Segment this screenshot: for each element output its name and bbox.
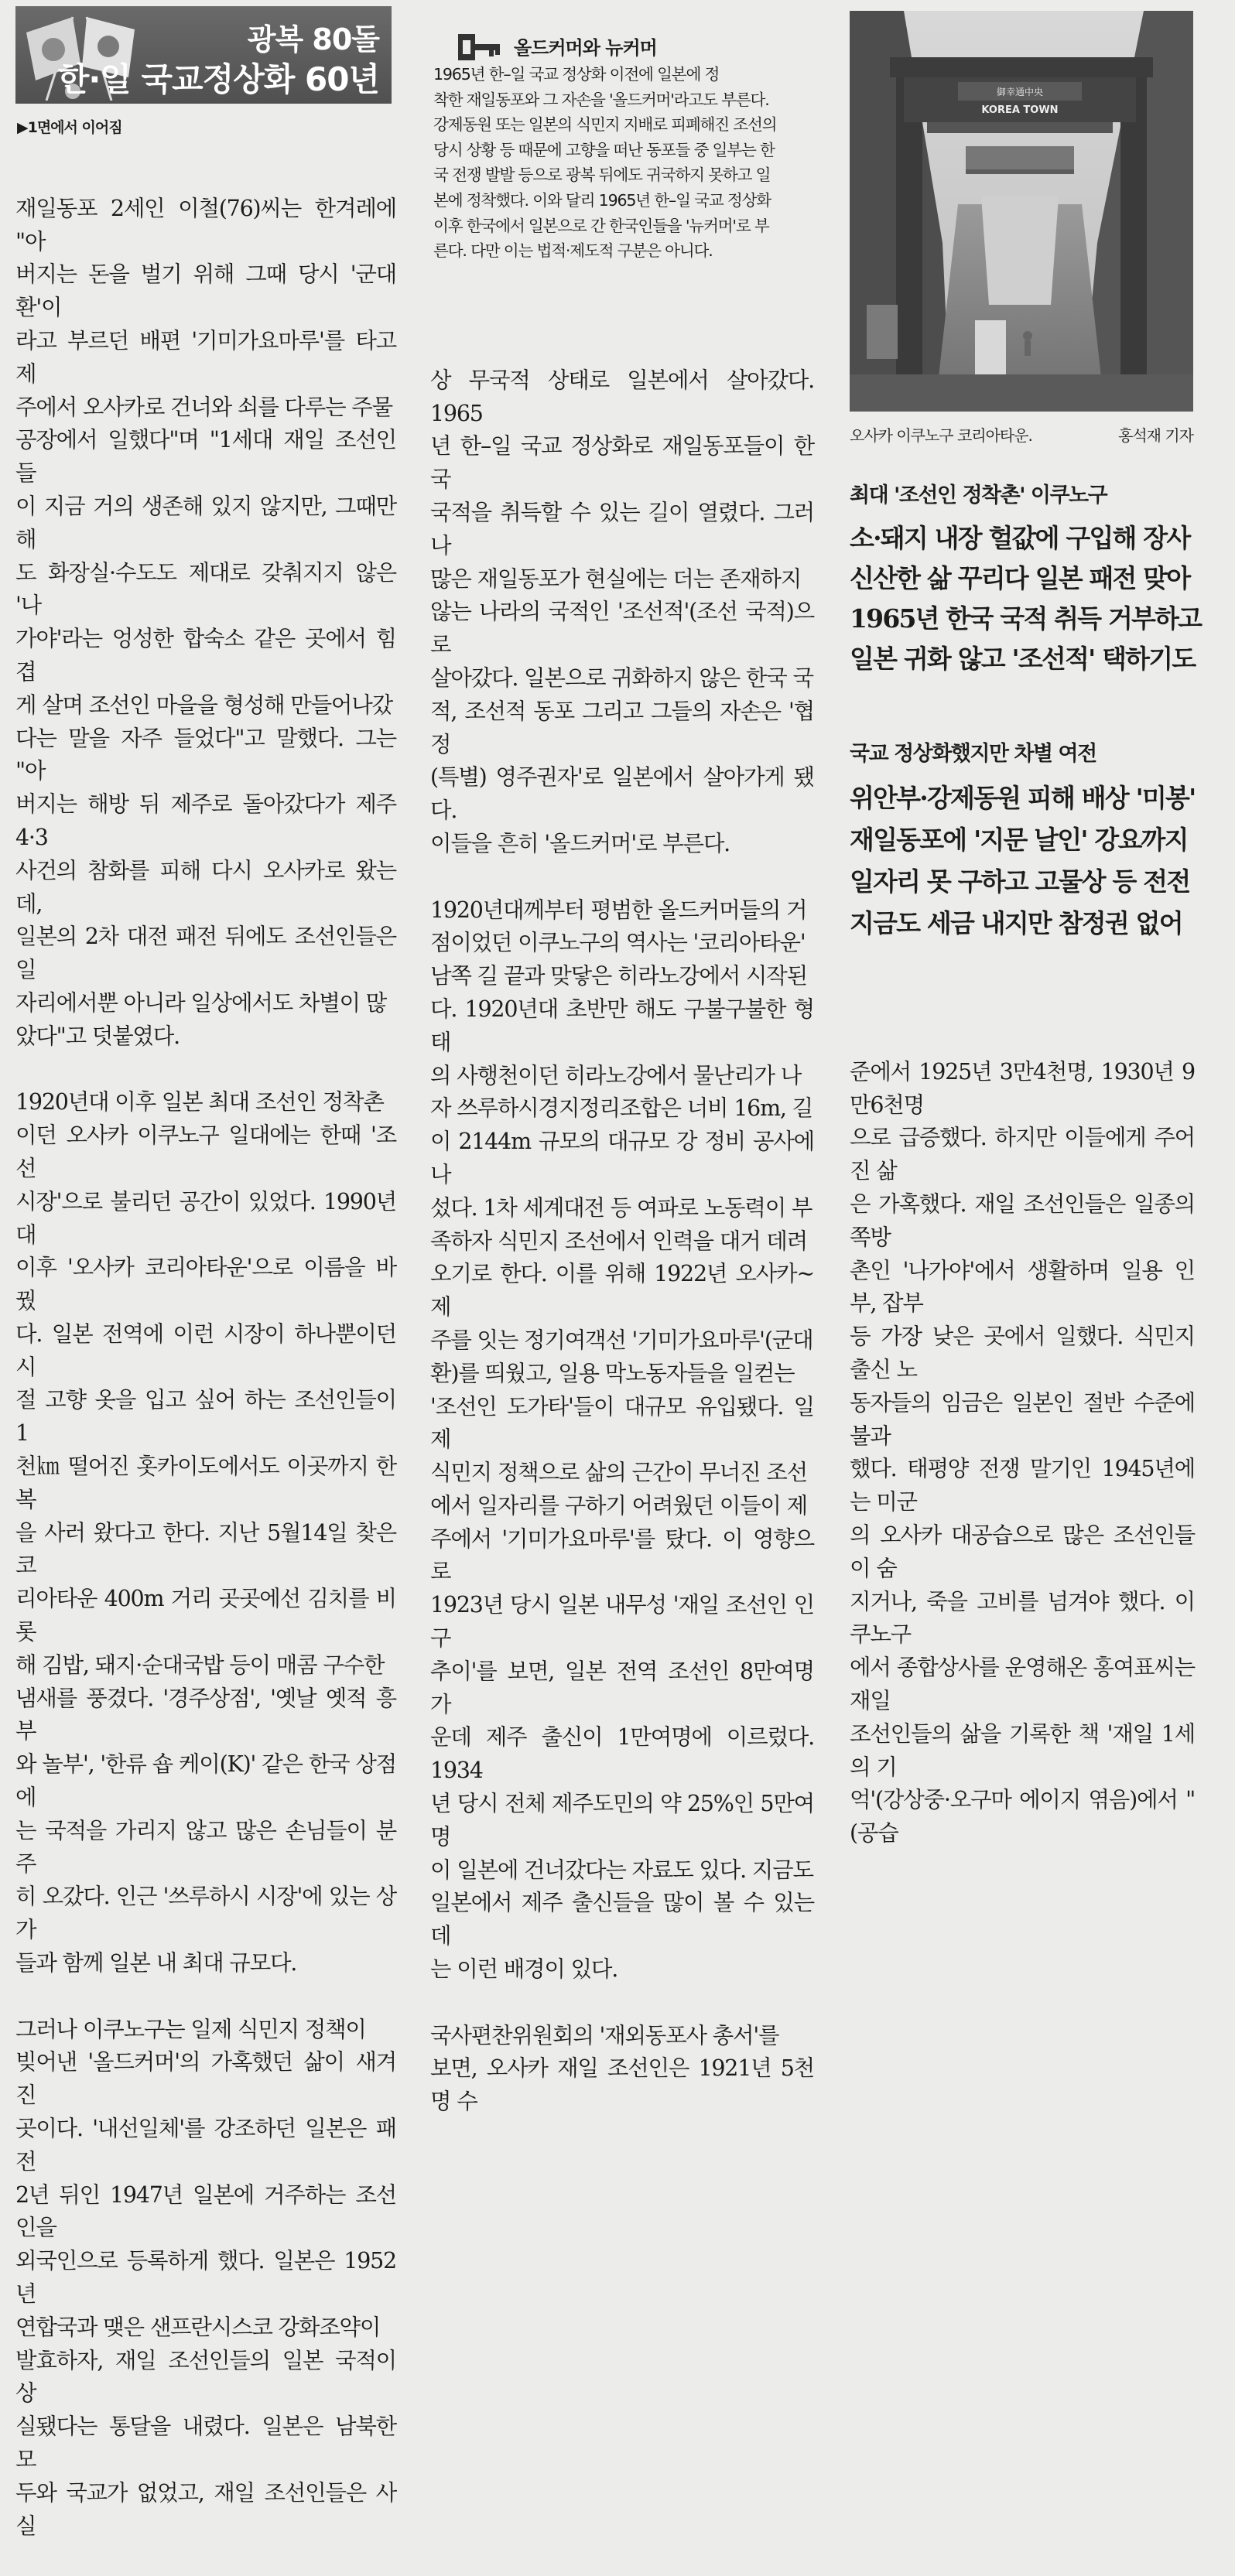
- subhead-1-line-4: 일본 귀화 않고 '조선적' 택하기도: [850, 644, 1196, 674]
- subhead-1-line-3: 1965년 한국 국적 취득 거부하고: [850, 603, 1202, 634]
- subhead-1-line-2: 신산한 삶 꾸리다 일본 패전 맞아: [850, 563, 1190, 593]
- col1-paragraph-2: 1920년대 이후 일본 최대 조선인 정착촌 이던 오사카 이쿠노구 일대에는 한때 '조선 시장'으로 불리던 공간이 있었다. 1990년대 이후 '오사카 코리아타운'으로 이름을 바꿨 다. 일본 전역에 이런 시장이 하나뿐이던 시 절 고향 옷을 입고 싶어 하는 조선인들이 1 천㎞ 떨어진 홋카이도에서도 이곳까지 한복 을 사러 왔다고 한다. 지난 5월14일 찾은 코 리아타운 400m 거리 곳곳에선 김치를 비롯 해 김밥, 돼지·순대국밥 등이 매콤 구수한 냄새를 풍겼다. '경주상점', '옛날 옛적 흥부 와 놀부', '한류 숍 케이(K)' 같은 한국 상점에 는 국적을 가리지 않고 많은 손님들이 분주 히 오갔다. 인근 '쓰루하시 시장'에 있는 상가 들과 함께 일본 내 최대 규모다.: [15, 1089, 396, 1976]
- banner-title-line1: 광복 80돌: [247, 22, 379, 56]
- gate-sign-text: KOREA TOWN: [981, 104, 1059, 116]
- photo-credit: 홍석재 기자: [1118, 426, 1193, 445]
- col1-paragraph-3: 그러나 이쿠노구는 일제 식민지 정책이 빚어낸 '올드커머'의 가혹했던 삶이 새겨진 곳이다. '내선일체'를 강조하던 일본은 패전 2년 뒤인 1947년 일본에 거주하는 조선인을 외국인으로 등록하게 했다. 일본은 1952년 연합국과 맺은 샌프란시스코 강화조약이 발효하자, 재일 조선인들의 일본 국적이 상 실됐다는 통달을 내렸다. 일본은 남북한 모 두와 국교가 없었고, 재일 조선인들은 사실: [15, 2016, 396, 2539]
- svg-text:御幸通中央: 御幸通中央: [996, 87, 1044, 97]
- banner-title-line2: 한·일 국교정상화 60년: [57, 60, 379, 98]
- koreatown-gate-image: [850, 11, 1193, 412]
- article-column-1: [15, 159, 396, 2576]
- sidebar-explainer: [433, 19, 820, 272]
- subhead-2-lead: 국교 정상화했지만 차별 여전: [850, 742, 1096, 766]
- col2-paragraph-1: 상 무국적 상태로 일본에서 살아갔다. 1965 년 한–일 국교 정상화로 재일동포들이 한국 국적을 취득할 수 있는 길이 열렸다. 그러나 많은 재일동포가 현실에는 더는 존재하지 않는 나라의 국적인 '조선적'(조선 국적)으로 살아갔다. 일본으로 귀화하지 않은 한국 국 적, 조선적 동포 그리고 그들의 자손은 '협정 (특별) 영주권자'로 일본에서 살아가게 됐다. 이들을 흔히 '올드커머'로 부른다.: [430, 367, 814, 856]
- col1-paragraph-1: 재일동포 2세인 이철(76)씨는 한겨레에 "아 버지는 돈을 벌기 위해 그때 당시 '군대환'이 라고 부르던 배편 '기미가요마루'를 타고 제 주에서 오사카로 건너와 쇠를 다루는 주물 공장에서 일했다"며 "1세대 재일 조선인들 이 지금 거의 생존해 있지 않지만, 그때만 해 도 화장실·수도도 제대로 갖춰지지 않은 '나 가야'라는 엉성한 합숙소 같은 곳에서 힘겹 게 살며 조선인 마을을 형성해 만들어나갔 다는 말을 자주 들었다"고 말했다. 그는 "아 버지는 해방 뒤 제주로 돌아갔다가 제주 4·3 사건의 참화를 피해 다시 오사카로 왔는데, 일본의 2차 대전 패전 뒤에도 조선인들은 일 자리에서뿐 아니라 일상에서도 차별이 많 았다"고 덧붙였다.: [15, 195, 396, 1049]
- col2-paragraph-3: 국사편찬위원회의 '재외동포사 총서'를 보면, 오사카 재일 조선인은 1921년 5천명 수: [430, 2022, 814, 2115]
- photo-caption-row: [850, 423, 1193, 446]
- subhead-2-line-2: 재일동포에 '지문 날인' 강요까지: [850, 825, 1188, 855]
- subhead-2-line-1: 위안부·강제동원 피해 배상 '미봉': [850, 783, 1196, 813]
- article-column-2: [430, 331, 814, 2152]
- sidebar-body: 1965년 한–일 국교 정상화 이전에 일본에 정 착한 재일동포와 그 자손을 '올드커머'라고도 부른다. 강제동원 또는 일본의 식민지 지배로 피폐해진 조선의 당시 상황 등 때문에 고향을 떠난 동포들 중 일부는 한 국 전쟁 발발 등으로 광복 뒤에도 귀국하지 못하고 일 본에 정착했다. 이와 달리 1965년 한–일 국교 정상화 이후 한국에서 일본으로 간 한국인들을 '뉴커머'로 부 른다. 다만 이는 법적·제도적 구분은 아니다.: [433, 65, 777, 261]
- section-banner: [15, 6, 392, 104]
- key-icon: [457, 29, 503, 65]
- sidebar-title: 올드커머와 뉴커머: [514, 37, 657, 59]
- subhead-1-line-1: 소·돼지 내장 헐값에 구입해 장사: [850, 523, 1190, 553]
- subhead-2-line-4: 지금도 세금 내지만 참정권 없어: [850, 908, 1182, 938]
- subhead-2-line-3: 일자리 못 구하고 고물상 등 전전: [850, 866, 1190, 897]
- article-column-3: [850, 1023, 1195, 1884]
- subhead-1-lead: 최대 '조선인 정착촌' 이쿠노구: [850, 483, 1107, 507]
- col2-paragraph-2: 1920년대께부터 평범한 올드커머들의 거 점이었던 이쿠노구의 역사는 '코리아타운' 남쪽 길 끝과 맞닿은 히라노강에서 시작된 다. 1920년대 초반만 해도 구불구불한 형태 의 사행천이던 히라노강에서 물난리가 나 자 쓰루하시경지정리조합은 너비 16m, 길 이 2144m 규모의 대규모 강 정비 공사에 나 섰다. 1차 세계대전 등 여파로 노동력이 부 족하자 식민지 조선에서 인력을 대거 데려 오기로 한다. 이를 위해 1922년 오사카~제 주를 잇는 정기여객선 '기미가요마루'(군대 환)를 띄웠고, 일용 막노동자들을 일컫는 '조선인 도가타'들이 대규모 유입됐다. 일제 식민지 정책으로 삶의 근간이 무너진 조선 에서 일자리를 구하기 어려웠던 이들이 제 주에서 '기미가요마루'를 탔다. 이 영향으로 1923년 당시 일본 내무성 '재일 조선인 인구 추이'를 보면, 일본 전역 조선인 8만여명 가 운데 제주 출신이 1만여명에 이르렀다. 1934 년 당시 전체 제주도민의 약 25%인 5만여명 이 일본에 건너갔다는 자료도 있다. 지금도 일본에서 제주 출신들을 많이 볼 수 있는 데 는 이런 배경이 있다.: [430, 897, 814, 1983]
- continued-from-note: ▶1면에서 이어짐: [17, 119, 122, 136]
- koreatown-photo: [850, 11, 1193, 412]
- col3-paragraph-1: 준에서 1925년 3만4천명, 1930년 9만6천명 으로 급증했다. 하지만 이들에게 주어진 삶 은 가혹했다. 재일 조선인들은 일종의 쪽방 촌인 '나가야'에서 생활하며 일용 인부, 잡부 등 가장 낮은 곳에서 일했다. 식민지 출신 노 동자들의 임금은 일본인 절반 수준에 불과 했다. 태평양 전쟁 말기인 1945년에는 미군 의 오사카 대공습으로 많은 조선인들이 숨 지거나, 죽을 고비를 넘겨야 했다. 이쿠노구 에서 종합상사를 운영해온 홍여표씨는 재일 조선인들의 삶을 기록한 책 '재일 1세의 기 억'(강상중·오구마 에이지 엮음)에서 "(공습: [850, 1058, 1195, 1847]
- photo-caption: 오사카 이쿠노구 코리아타운.: [850, 426, 1032, 445]
